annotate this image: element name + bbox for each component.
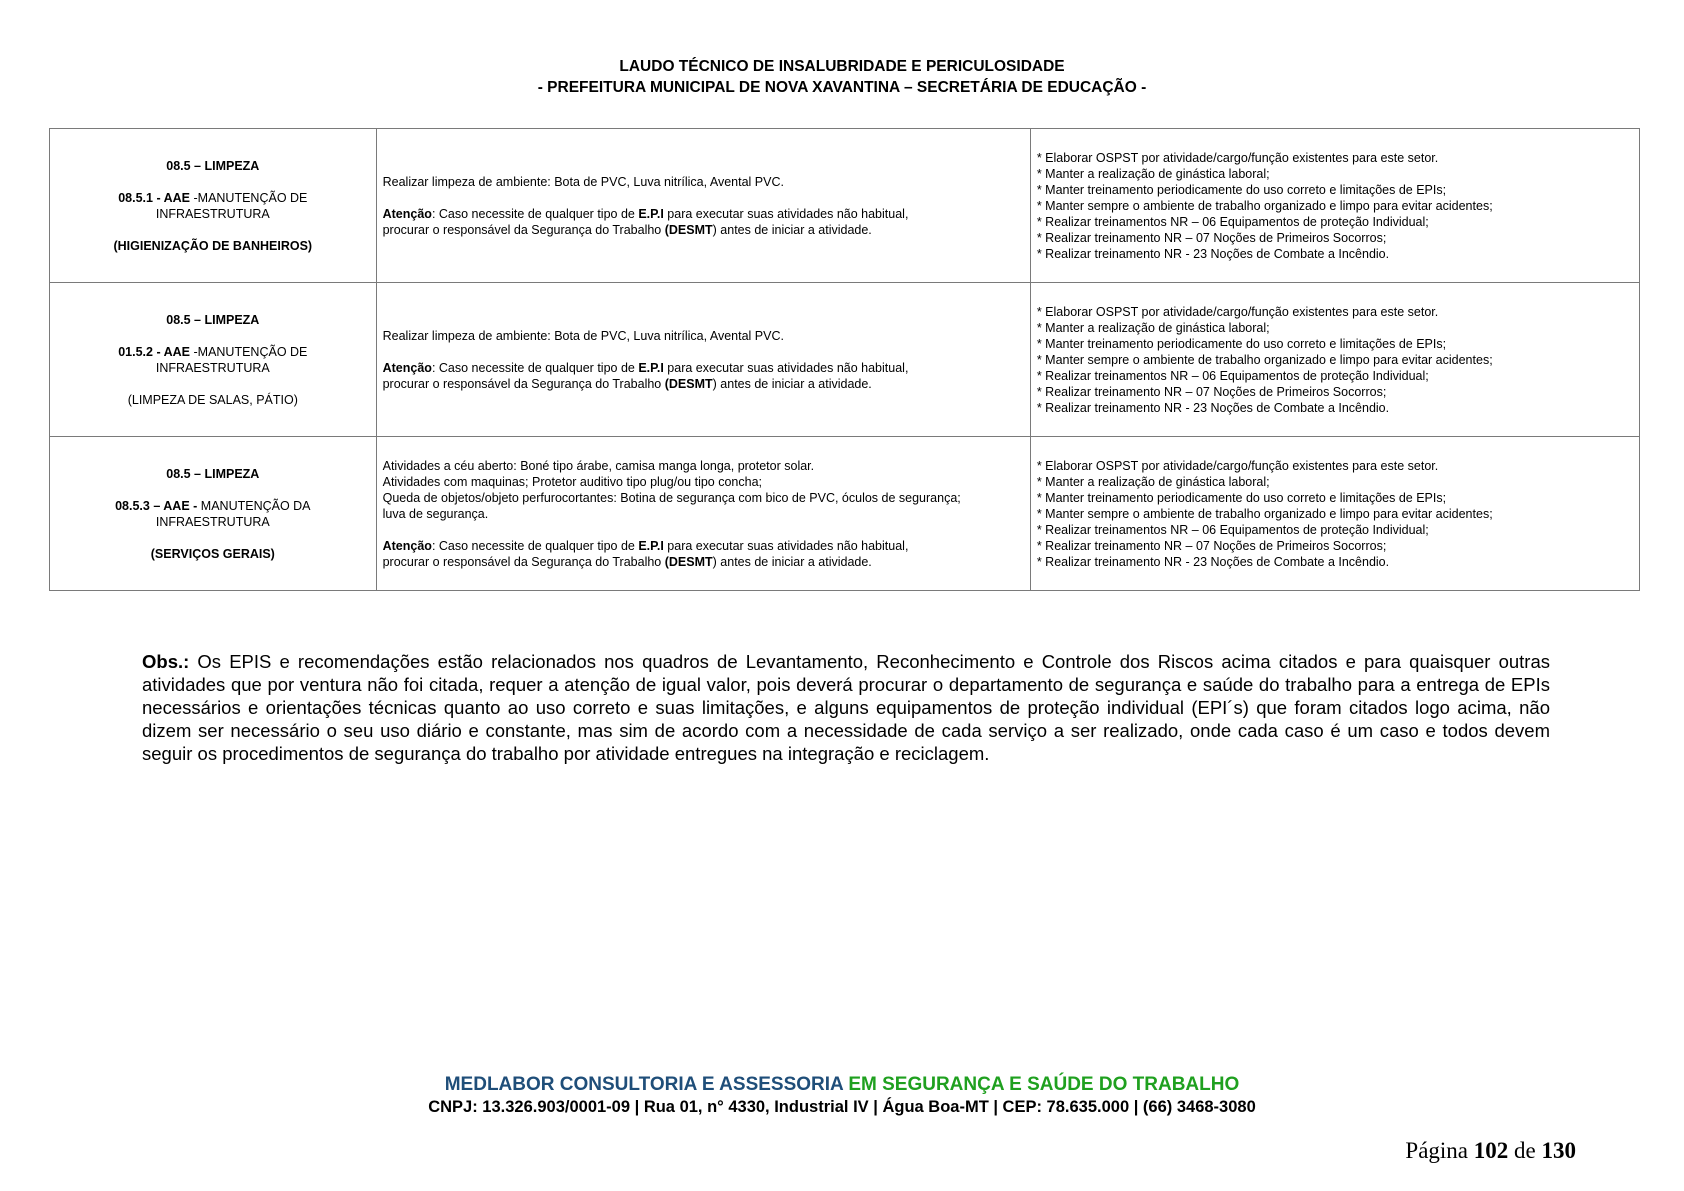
document-subtitle: - PREFEITURA MUNICIPAL DE NOVA XAVANTINA – SECRETÁRIA DE EDUCAÇÃO - — [537, 79, 1147, 96]
table-row — [50, 437, 1640, 591]
attention-text: para executar suas atividades não habitual, — [663, 360, 909, 375]
section-title: 08.5 – LIMPEZA — [166, 466, 260, 481]
attention-text: : Caso necessite de qualquer tipo de — [431, 360, 639, 375]
attention-text: para executar suas atividades não habitual, — [663, 206, 909, 221]
page-current: 102 — [1473, 1138, 1509, 1163]
activity-place: (HIGIENIZAÇÃO DE BANHEIROS) — [113, 238, 313, 253]
attention-text: procurar o responsável da Segurança do Trabalho — [382, 554, 665, 569]
observation-label: Obs.: — [142, 651, 190, 672]
attention-text: procurar o responsável da Segurança do Trabalho — [382, 376, 665, 391]
attention-note-cont — [383, 222, 1024, 238]
activity-description — [56, 498, 370, 514]
recommendation-item: * Realizar treinamentos NR – 06 Equipamentos de proteção Individual; — [1036, 368, 1429, 383]
table-row — [50, 129, 1640, 283]
activity-description — [56, 344, 370, 360]
recommendation-item: * Elaborar OSPST por atividade/cargo/função existentes para este setor. — [1036, 458, 1439, 473]
activity-cell — [50, 283, 377, 437]
attention-note — [383, 360, 1024, 376]
attention-epi: E.P.I — [638, 206, 664, 221]
attention-text: ) antes de iniciar a atividade. — [712, 222, 872, 237]
recommendation-item: * Realizar treinamento NR – 07 Noções de Primeiros Socorros; — [1036, 538, 1387, 553]
activity-name: -MANUTENÇÃO DE — [190, 190, 308, 205]
attention-text: ) antes de iniciar a atividade. — [712, 554, 872, 569]
activity-cell — [50, 437, 377, 591]
activity-name-cont: INFRAESTRUTURA — [155, 514, 270, 529]
epi-cell — [376, 283, 1030, 437]
attention-label: Atenção — [382, 538, 432, 553]
page-number — [1405, 1138, 1576, 1164]
activity-cell — [50, 129, 377, 283]
recommendation-item: * Manter treinamento periodicamente do uso correto e limitações de EPIs; — [1036, 336, 1447, 351]
epi-line: Realizar limpeza de ambiente: Bota de PVC, Luva nitrílica, Avental PVC. — [382, 328, 784, 343]
page-label: Página — [1405, 1138, 1474, 1163]
epi-cell — [376, 129, 1030, 283]
activity-place: (SERVIÇOS GERAIS) — [150, 546, 275, 561]
epi-line: Atividades com maquinas; Protetor auditivo tipo plug/ou tipo concha; — [382, 474, 762, 489]
recommendation-item: * Elaborar OSPST por atividade/cargo/função existentes para este setor. — [1036, 304, 1439, 319]
attention-desmt: (DESMT — [664, 222, 713, 237]
epi-line: luva de segurança. — [382, 506, 489, 521]
attention-note-cont — [383, 376, 1024, 392]
table-row — [50, 283, 1640, 437]
activity-name-cont: INFRAESTRUTURA — [155, 360, 270, 375]
recommendation-item: * Manter sempre o ambiente de trabalho organizado e limpo para evitar acidentes; — [1036, 352, 1493, 367]
recommendation-item: * Realizar treinamentos NR – 06 Equipamentos de proteção Individual; — [1036, 522, 1429, 537]
document-header — [0, 56, 1684, 98]
recommendation-item: * Realizar treinamento NR – 07 Noções de Primeiros Socorros; — [1036, 384, 1387, 399]
attention-note — [383, 206, 1024, 222]
attention-epi: E.P.I — [638, 538, 664, 553]
section-title: 08.5 – LIMPEZA — [166, 312, 260, 327]
recommendation-item: * Manter a realização de ginástica laboral; — [1036, 474, 1270, 489]
activity-name: MANUTENÇÃO DA — [197, 498, 311, 513]
observation-text: Os EPIS e recomendações estão relacionados nos quadros de Levantamento, Reconhecimento e Controle dos Riscos acima citados e para quaisquer outras atividades que por ventura não foi citada, requer a atenção de igual valor, pois deverá procurar o departamento de segurança e saúde do trabalho para a entrega de EPIs necessários e orientações técnicas quanto ao uso correto e suas limitações, e alguns equipamentos de proteção individual (EPI´s) que foram citados logo acima, não dizem ser necessário o seu uso diário e constante, mas sim de acordo com a necessidade de cada serviço a ser realizado, onde cada caso é um caso e todos devem seguir os procedimentos de segurança do trabalho por atividade entregues na integração e reciclagem. — [142, 651, 1550, 764]
epi-line: Realizar limpeza de ambiente: Bota de PVC, Luva nitrílica, Avental PVC. — [382, 174, 784, 189]
recommendation-item: * Manter treinamento periodicamente do uso correto e limitações de EPIs; — [1036, 490, 1447, 505]
document-title: LAUDO TÉCNICO DE INSALUBRIDADE E PERICULOSIDADE — [619, 58, 1065, 75]
footer-address: CNPJ: 13.326.903/0001-09 | Rua 01, n° 4330, Industrial IV | Água Boa-MT | CEP: 78.635.000 | (66) 3468-3080 — [428, 1098, 1256, 1116]
company-name: MEDLABOR CONSULTORIA E ASSESSORIA — [444, 1074, 844, 1095]
recommendation-item: * Manter sempre o ambiente de trabalho organizado e limpo para evitar acidentes; — [1036, 198, 1493, 213]
page-of: de — [1508, 1138, 1542, 1163]
recommendation-item: * Manter sempre o ambiente de trabalho organizado e limpo para evitar acidentes; — [1036, 506, 1493, 521]
activity-place: (LIMPEZA DE SALAS, PÁTIO) — [127, 392, 298, 407]
recommendations-cell — [1030, 129, 1639, 283]
recommendations-cell — [1030, 283, 1639, 437]
attention-desmt: (DESMT — [664, 554, 713, 569]
activity-code: 01.5.2 - AAE — [118, 344, 191, 359]
observation-paragraph — [142, 650, 1550, 765]
activity-code: 08.5.3 – AAE - — [115, 498, 198, 513]
epi-cell — [376, 437, 1030, 591]
attention-note-cont — [383, 554, 1024, 570]
recommendation-item: * Manter treinamento periodicamente do uso correto e limitações de EPIs; — [1036, 182, 1447, 197]
page-total: 130 — [1541, 1138, 1576, 1163]
activity-name: -MANUTENÇÃO DE — [190, 344, 308, 359]
recommendation-item: * Realizar treinamento NR – 07 Noções de Primeiros Socorros; — [1036, 230, 1387, 245]
recommendations-cell — [1030, 437, 1639, 591]
recommendation-item: * Manter a realização de ginástica laboral; — [1036, 320, 1270, 335]
attention-text: : Caso necessite de qualquer tipo de — [431, 538, 639, 553]
recommendation-item: * Elaborar OSPST por atividade/cargo/função existentes para este setor. — [1036, 150, 1439, 165]
attention-label: Atenção — [382, 206, 432, 221]
activity-code: 08.5.1 - AAE — [118, 190, 191, 205]
attention-text: para executar suas atividades não habitual, — [663, 538, 909, 553]
footer-company — [0, 1074, 1684, 1096]
attention-note — [383, 538, 1024, 554]
epi-line: Queda de objetos/objeto perfurocortantes: Botina de segurança com bico de PVC, óculos de segurança; — [382, 490, 961, 505]
attention-label: Atenção — [382, 360, 432, 375]
attention-text: : Caso necessite de qualquer tipo de — [431, 206, 639, 221]
recommendation-item: * Realizar treinamentos NR – 06 Equipamentos de proteção Individual; — [1036, 214, 1429, 229]
recommendation-item: * Realizar treinamento NR - 23 Noções de Combate a Incêndio. — [1036, 246, 1390, 261]
activity-name-cont: INFRAESTRUTURA — [155, 206, 270, 221]
attention-desmt: (DESMT — [664, 376, 713, 391]
recommendation-item: * Manter a realização de ginástica laboral; — [1036, 166, 1270, 181]
risk-table — [49, 128, 1640, 591]
activity-description — [56, 190, 370, 206]
attention-epi: E.P.I — [638, 360, 664, 375]
section-title: 08.5 – LIMPEZA — [166, 158, 260, 173]
company-tagline: EM SEGURANÇA E SAÚDE DO TRABALHO — [843, 1074, 1240, 1095]
attention-text: procurar o responsável da Segurança do Trabalho — [382, 222, 665, 237]
recommendation-item: * Realizar treinamento NR - 23 Noções de Combate a Incêndio. — [1036, 554, 1390, 569]
recommendation-item: * Realizar treinamento NR - 23 Noções de Combate a Incêndio. — [1036, 400, 1390, 415]
attention-text: ) antes de iniciar a atividade. — [712, 376, 872, 391]
epi-line: Atividades a céu aberto: Boné tipo árabe, camisa manga longa, protetor solar. — [382, 458, 815, 473]
